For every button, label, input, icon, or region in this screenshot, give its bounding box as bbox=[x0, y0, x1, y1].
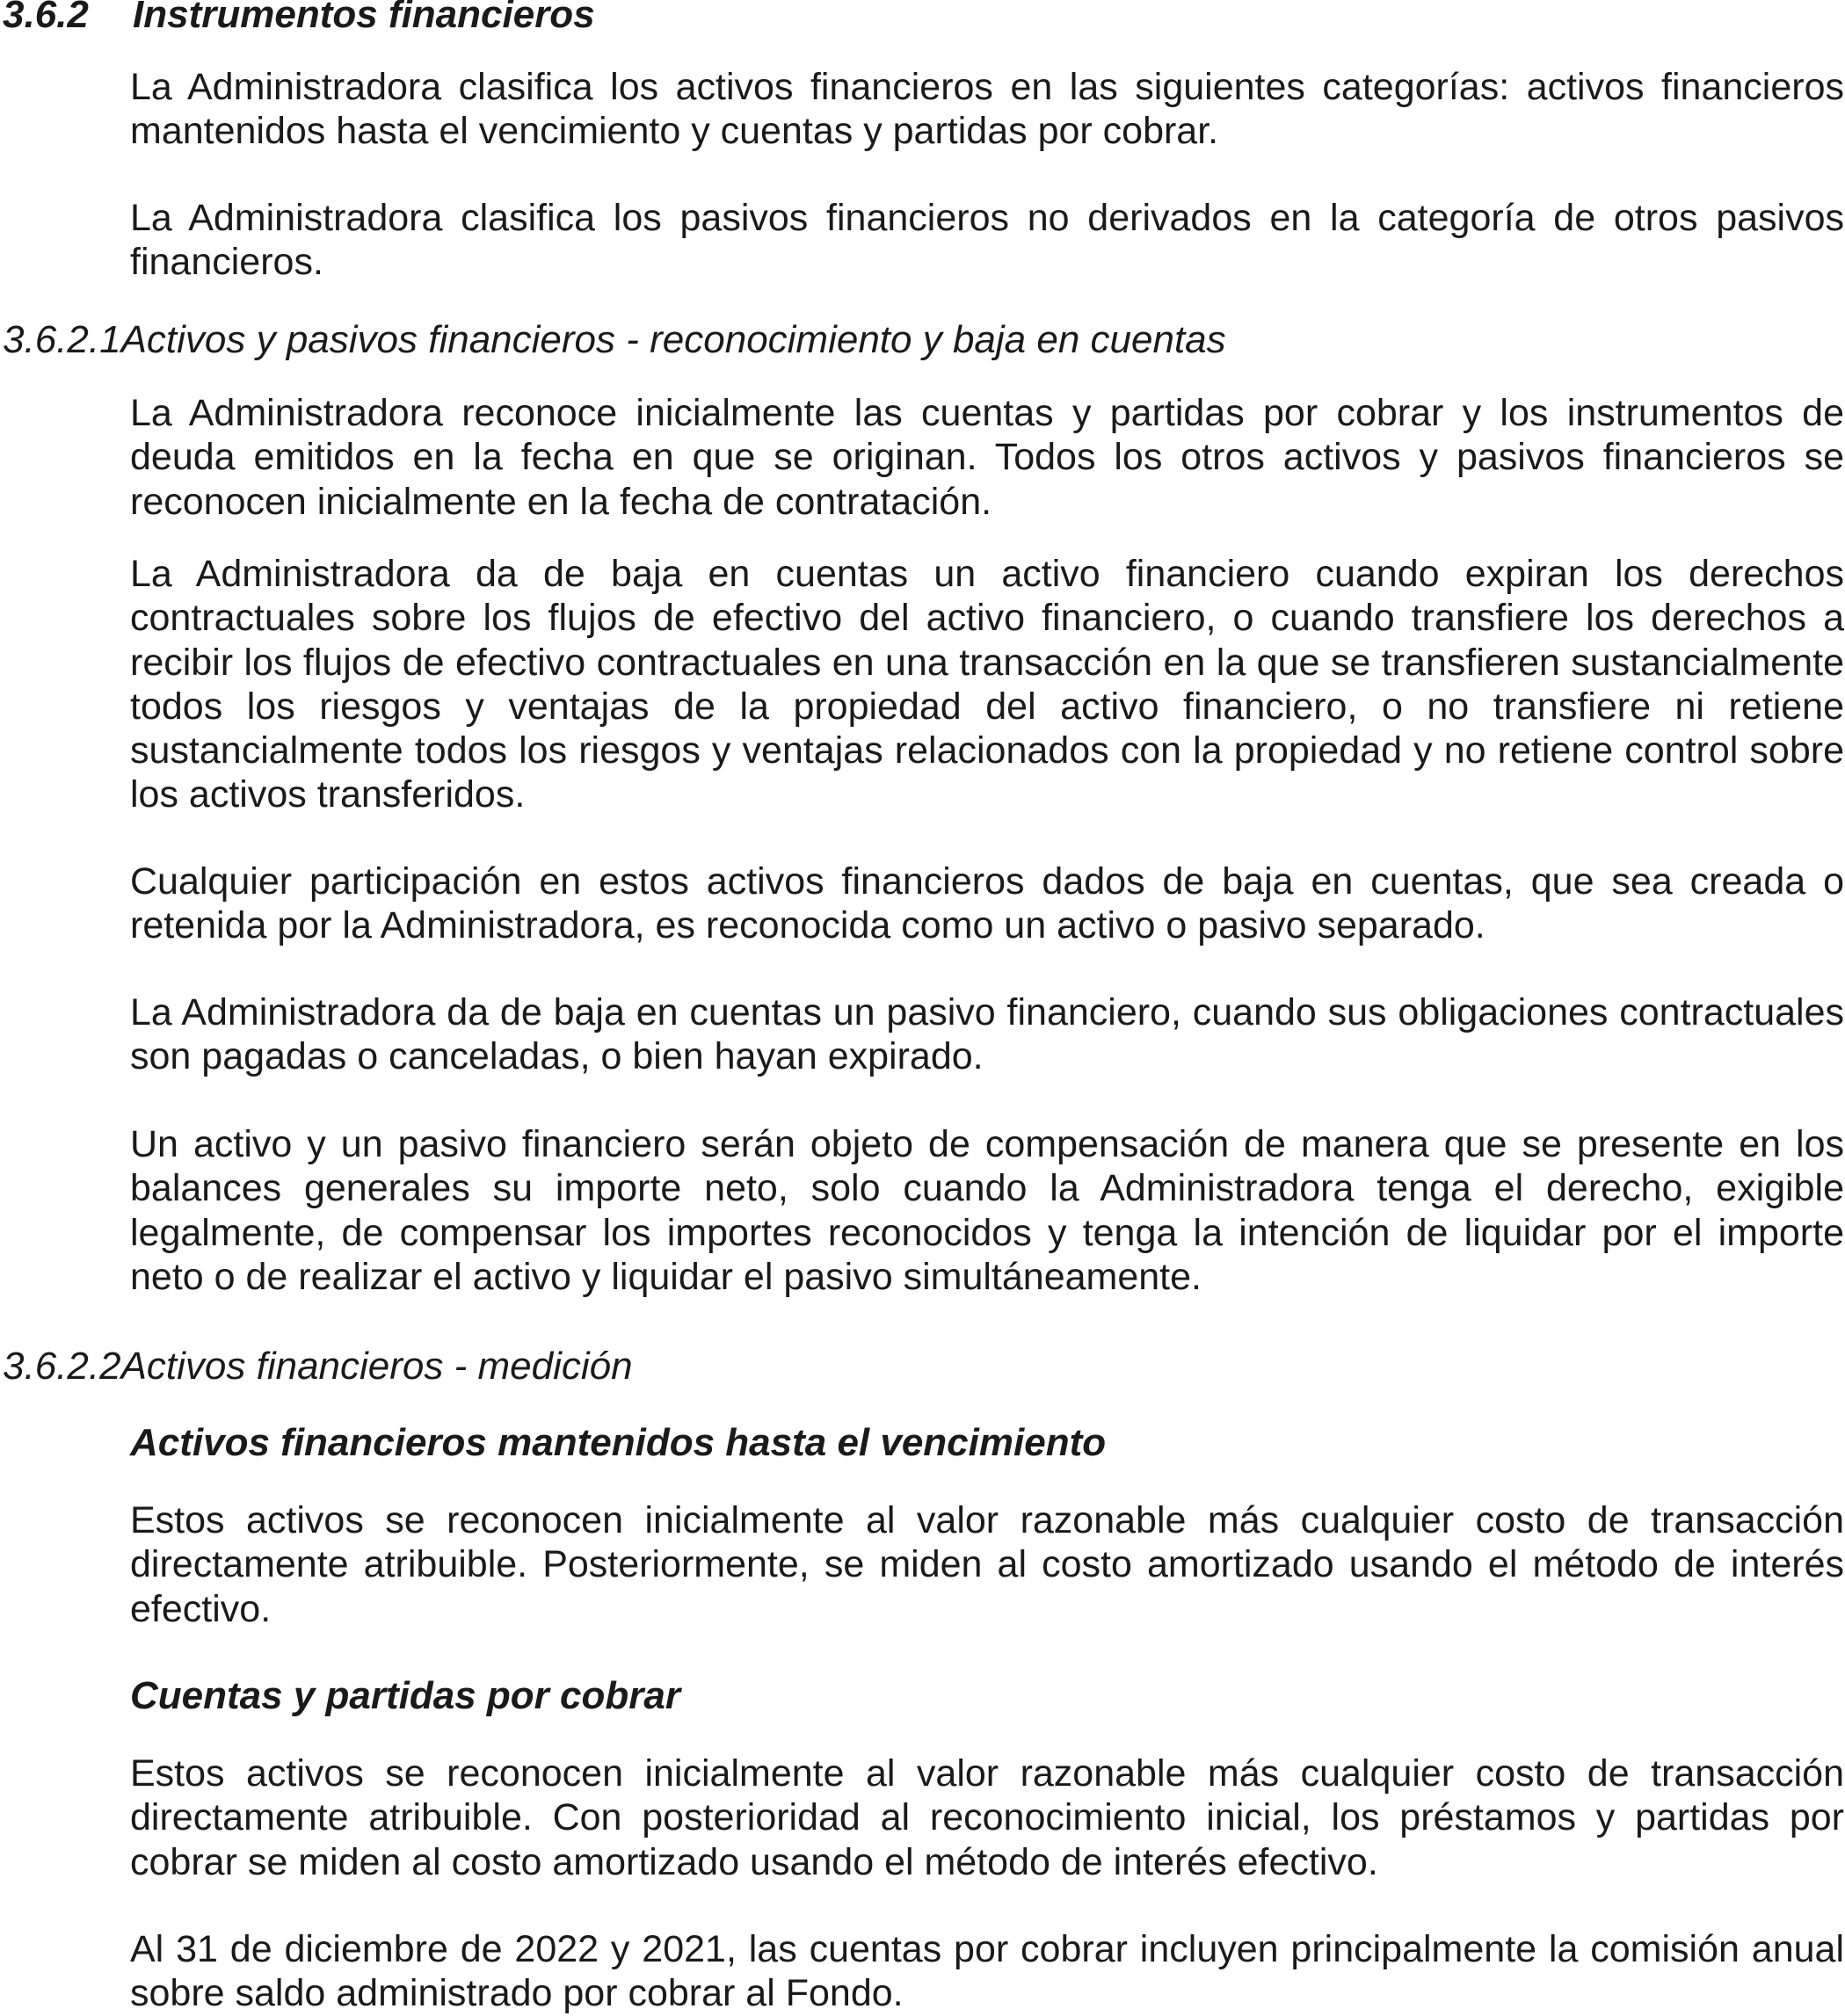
subsection-number: 3.6.2.1 bbox=[3, 318, 121, 361]
subsection-heading bbox=[3, 318, 1226, 362]
paragraph: Estos activos se reconocen inicialmente al valor razonable más cualquier costo de transacción directamente atribuible. Posteriormente, se miden al costo amortizado usando el método de interés efectivo. bbox=[130, 1499, 1844, 1630]
section-title: Instrumentos financieros bbox=[133, 0, 595, 36]
paragraph: Estos activos se reconocen inicialmente al valor razonable más cualquier costo de transacción directamente atribuible. Con posterioridad al reconocimiento inicial, los préstamos y partidas por cobrar se miden al costo amortizado usando el método de interés efectivo. bbox=[130, 1752, 1844, 1883]
paragraph: La Administradora da de baja en cuentas un pasivo financiero, cuando sus obligaciones contractuales son pagadas o canceladas, o bien hayan expirado. bbox=[130, 991, 1844, 1078]
paragraph: La Administradora reconoce inicialmente las cuentas y partidas por cobrar y los instrumentos de deuda emitidos en la fecha en que se originan. Todos los otros activos y pasivos financieros se reconocen inicialmente en la fecha de contratación. bbox=[130, 392, 1844, 523]
paragraph: La Administradora da de baja en cuentas un activo financiero cuando expiran los derechos contractuales sobre los flujos de efectivo del activo financiero, o cuando transfiere los derechos a recibir los flujos de efectivo contractuales en una transacción en la que se transfieren sustancialmente todos los riesgos y ventajas de la propiedad del activo financiero, o no transfiere ni retiene sustancialmente todos los riesgos y ventajas relacionados con la propiedad y no retiene control sobre los activos transferidos. bbox=[130, 553, 1844, 816]
subsection-number: 3.6.2.2 bbox=[3, 1345, 121, 1388]
subsection-title: Activos y pasivos financieros - reconocimiento y baja en cuentas bbox=[120, 318, 1226, 361]
block-heading: Cuentas y partidas por cobrar bbox=[130, 1674, 680, 1717]
subsection-title: Activos financieros - medición bbox=[120, 1345, 633, 1388]
paragraph: La Administradora clasifica los pasivos financieros no derivados en la categoría de otros pasivos financieros. bbox=[130, 197, 1844, 284]
subsection-heading bbox=[3, 1345, 633, 1389]
section-number: 3.6.2 bbox=[3, 0, 89, 36]
paragraph: La Administradora clasifica los activos financieros en las siguientes categorías: activos financieros mantenidos hasta el vencimiento y cuentas y partidas por cobrar. bbox=[130, 66, 1844, 153]
paragraph: Cualquier participación en estos activos financieros dados de baja en cuentas, que sea creada o retenida por la Administradora, es reconocida como un activo o pasivo separado. bbox=[130, 860, 1844, 947]
section-heading bbox=[3, 0, 595, 37]
paragraph: Un activo y un pasivo financiero serán objeto de compensación de manera que se presente en los balances generales su importe neto, solo cuando la Administradora tenga el derecho, exigible legalmente, de compensar los importes reconocidos y tenga la intención de liquidar por el importe neto o de realizar el activo y liquidar el pasivo simultáneamente. bbox=[130, 1123, 1844, 1298]
paragraph: Al 31 de diciembre de 2022 y 2021, las cuentas por cobrar incluyen principalmente la comisión anual sobre saldo administrado por cobrar al Fondo. bbox=[130, 1928, 1844, 2015]
block-heading: Activos financieros mantenidos hasta el vencimiento bbox=[130, 1421, 1107, 1464]
